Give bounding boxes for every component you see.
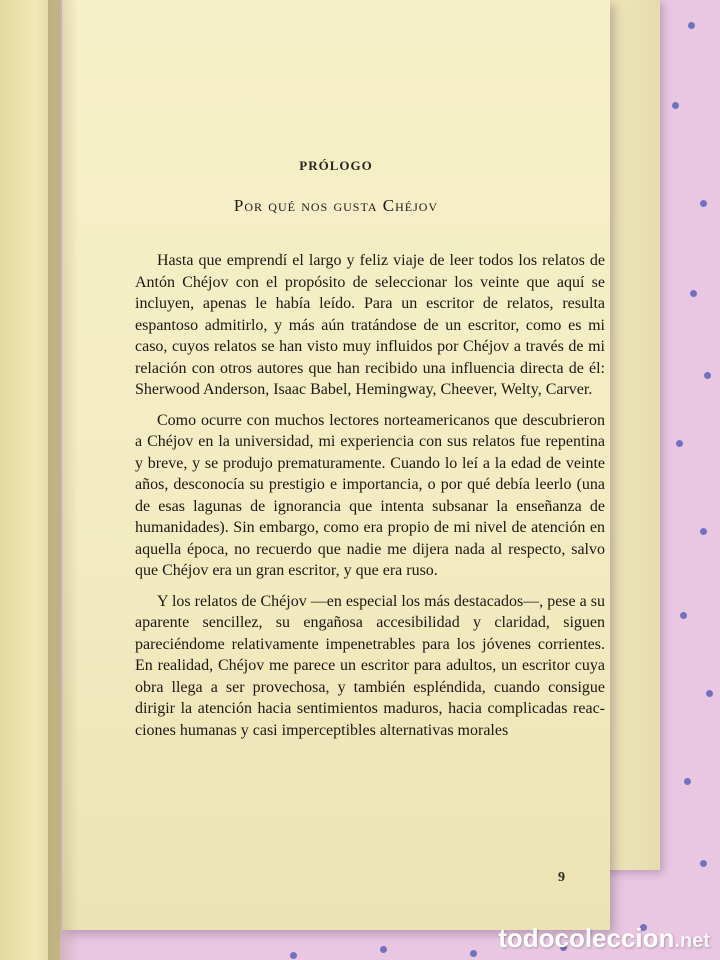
cloth-dot	[684, 778, 691, 785]
cloth-dot	[672, 102, 679, 109]
watermark	[498, 923, 710, 954]
cloth-dot	[470, 950, 477, 957]
paragraph: Hasta que emprendí el largo y feliz viaje de leer todos los relatos de Antón Chéjov con el propósito de seleccionar los veinte que aquí se incluyen, apenas le había leído. Para un escritor de relatos, resulta espantoso admitirlo, y más aún tratándose de un escritor, como es mi caso, cuyos relatos se han visto muy influidos por Chéjov a través de mi relación con otros autores que han recibido una influencia directa de él: Sherwood Anderson, Isaac Babel, Hemingway, Cheever, Welty, Carver.	[135, 252, 605, 398]
book-page	[62, 0, 610, 930]
cloth-dot	[704, 372, 711, 379]
cloth-dot	[380, 946, 387, 953]
watermark-brand: todocoleccion	[498, 923, 675, 953]
cloth-dot	[706, 690, 713, 697]
gutter-shadow	[48, 0, 78, 960]
page-number: 9	[558, 870, 565, 885]
cloth-dot	[290, 952, 297, 959]
cloth-dot	[700, 528, 707, 535]
cloth-dot	[700, 860, 707, 867]
watermark-suffix: .net	[674, 930, 710, 952]
paragraph: Y los relatos de Chéjov —en especial los más destacados—, pese a su aparente sencillez, su engañosa accesibilidad y claridad, siguen pareciéndome relativamente impenetrables para los jóvenes corrientes. En realidad, Chéjov me parece un escritor para adultos, un escritor cuya obra llega a ser provechosa, y también espléndida, cuando consigue dirigir la atención hacia sentimientos maduros, hacia complicadas reacciones humanas y casi imperceptibles alternativas morales	[135, 592, 605, 739]
chapter-title: Por qué nos gusta Chéjov	[233, 196, 439, 215]
paragraph: Como ocurre con muchos lectores norteamericanos que descubrieron a Chéjov en la universidad, mi experiencia con sus relatos fue repentina y breve, y se produjo prematuramente. Cuando lo leí a la edad de veinte años, desconocía su prestigio e importancia, o por qué debía leerlo (una de esas lagunas de ignorancia que intenta subsanar la enseñanza de humanidades). Sin embargo, como era propio de mi nivel de atención en aquella época, no recuerdo que nadie me dijera nada al respecto, salvo que Chéjov era un gran escritor, y que era ruso.	[135, 411, 605, 579]
cloth-dot	[688, 22, 695, 29]
cloth-dot	[680, 612, 687, 619]
body-text	[135, 250, 605, 750]
cloth-dot	[690, 290, 697, 297]
cloth-dot	[676, 440, 683, 447]
section-kicker: PRÓLOGO	[299, 158, 373, 173]
cloth-dot	[700, 200, 707, 207]
